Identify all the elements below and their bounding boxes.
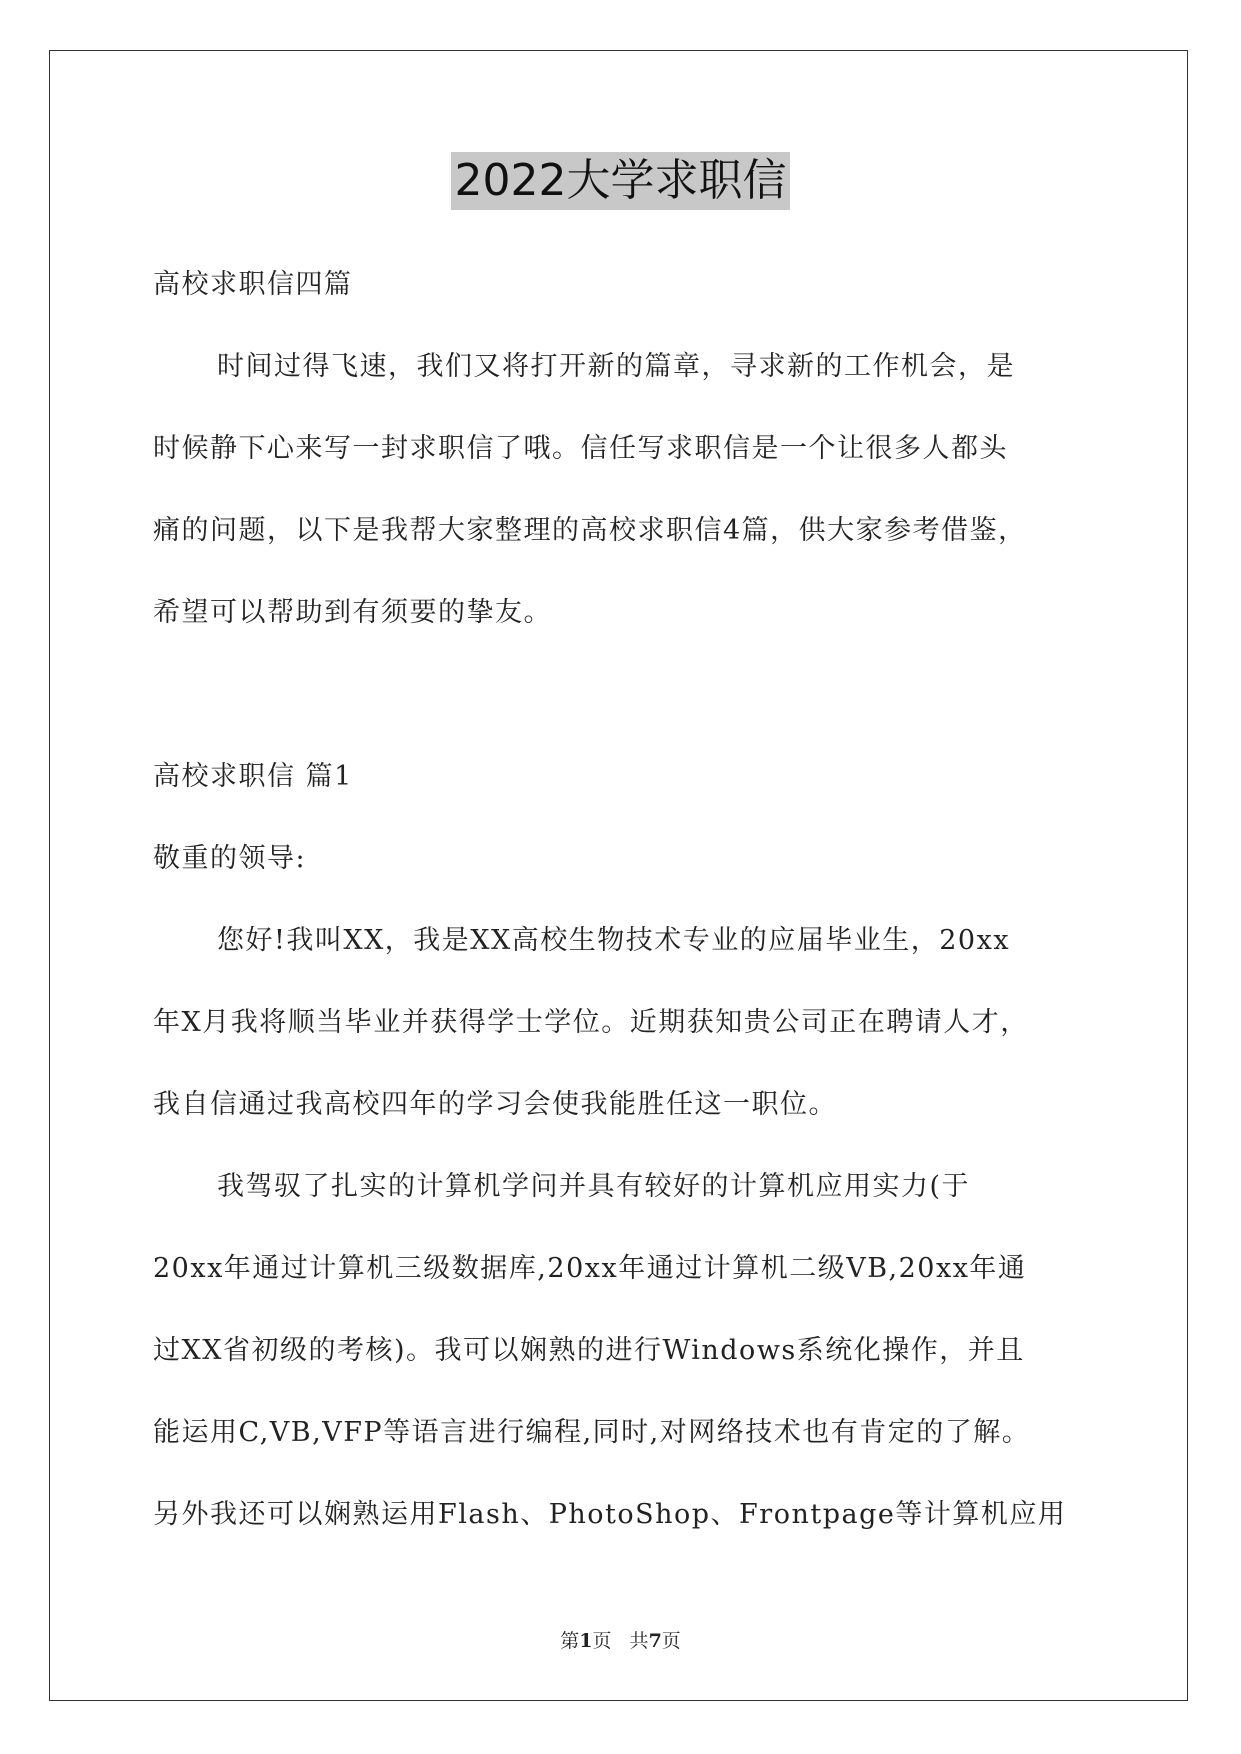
paragraph-line: 年X月我将顺当毕业并获得学士学位。近期获知贵公司正在聘请人才， [153,1007,1029,1038]
page-total: 7 [648,1630,662,1652]
page-suffix: 页 [661,1630,681,1652]
page-current: 1 [579,1630,593,1652]
section-heading: 高校求职信四篇 [153,269,353,300]
paragraph-line: 您好!我叫XX，我是XX高校生物技术专业的应届毕业生，20xx [217,925,1011,956]
paragraph-line: 我自信通过我高校四年的学习会使我能胜任这一职位。 [153,1089,837,1120]
paragraph-line: 另外我还可以娴熟运用Flash、PhotoShop、Frontpage等计算机应用 [153,1499,1067,1530]
page-number-footer [0,1626,1241,1653]
paragraph-line: 时候静下心来写一封求职信了哦。信任写求职信是一个让很多人都头 [153,433,1008,464]
letter-heading: 高校求职信 篇1 [153,761,353,792]
salutation: 敬重的领导: [153,843,307,874]
paragraph-line: 时间过得飞速，我们又将打开新的篇章，寻求新的工作机会，是 [217,351,1015,382]
document-body [153,255,1103,1567]
title-text: 2022大学求职信 [451,152,791,210]
blank-line [153,665,1103,747]
paragraph-line: 我驾驭了扎实的计算机学问并具有较好的计算机应用实力(于 [217,1171,971,1202]
paragraph-line: 希望可以帮助到有须要的挚友。 [153,597,552,628]
page-middle: 页 共 [592,1630,649,1652]
paragraph-line: 20xx年通过计算机三级数据库,20xx年通过计算机二级VB,20xx年通 [153,1253,1027,1284]
paragraph-line: 过XX省初级的考核)。我可以娴熟的进行Windows系统化操作，并且 [153,1335,1025,1366]
paragraph-line: 痛的问题，以下是我帮大家整理的高校求职信4篇，供大家参考借鉴， [153,515,1027,546]
page-prefix: 第 [560,1630,580,1652]
paragraph-line: 能运用C,VB,VFP等语言进行编程,同时,对网络技术也有肯定的了解。 [153,1417,1031,1448]
document-title [0,152,1241,212]
